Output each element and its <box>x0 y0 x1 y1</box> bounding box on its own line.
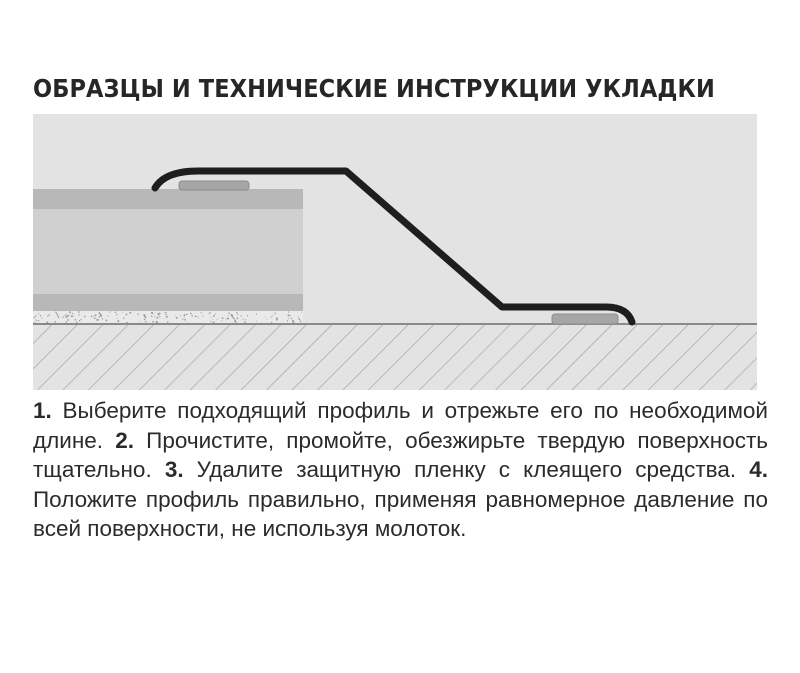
step-1-text: Выберите подходящий профиль и отрежьте его по необходимой длине. <box>33 398 768 453</box>
underlay-speckle <box>256 321 257 322</box>
underlay-speckle <box>58 317 59 318</box>
underlay-speckle <box>67 319 69 321</box>
underlay-speckle <box>140 321 141 322</box>
underlay-speckle <box>288 318 289 319</box>
underlay-speckle <box>276 319 278 321</box>
underlay-speckle <box>99 313 100 314</box>
underlay-speckle <box>126 314 128 316</box>
underlay-speckle <box>154 316 155 317</box>
installation-instructions <box>33 396 768 544</box>
underlay-speckle <box>176 317 178 319</box>
underlay-speckle <box>70 313 71 314</box>
underlay-speckle <box>40 315 41 316</box>
floor-layer-top <box>33 189 303 209</box>
underlay-speckle <box>41 317 42 318</box>
underlay-speckle <box>49 314 50 315</box>
underlay-speckle <box>157 321 158 322</box>
underlay-speckle <box>165 318 166 319</box>
floor-layer-bottom <box>33 294 303 311</box>
underlay-speckle <box>98 319 100 321</box>
underlay-speckle <box>272 315 273 316</box>
underlay-speckle <box>186 314 188 316</box>
underlay-speckle <box>144 319 146 321</box>
underlay-speckle <box>234 318 235 319</box>
underlay-speckle <box>145 321 146 322</box>
underlay-speckle <box>102 318 103 319</box>
underlay-speckle <box>38 320 39 321</box>
underlay-speckle <box>116 314 117 315</box>
underlay-speckle <box>213 315 215 317</box>
underlay-speckle <box>57 315 58 316</box>
step-1-number: 1. <box>33 398 52 423</box>
underlay-speckle <box>109 311 110 312</box>
adhesive-tape-upper <box>179 181 249 190</box>
underlay-speckle <box>190 313 192 315</box>
underlay-speckle <box>164 312 165 313</box>
underlay-speckle <box>122 312 123 313</box>
underlay-speckle <box>300 320 302 322</box>
floor-layer-body <box>33 209 303 294</box>
underlay-speckle <box>298 316 299 317</box>
underlay-speckle <box>226 318 227 319</box>
underlay-speckle <box>117 320 119 322</box>
underlay-speckle <box>156 317 158 319</box>
underlay-speckle <box>236 312 237 313</box>
subfloor-hatch <box>33 324 757 390</box>
underlay-speckle <box>68 315 69 316</box>
underlay-speckle <box>79 320 80 321</box>
underlay-speckle <box>256 313 257 314</box>
underlay-speckle <box>288 311 289 312</box>
underlay-speckle <box>144 315 146 317</box>
underlay-speckle <box>212 319 213 320</box>
underlay-speckle <box>210 321 211 322</box>
underlay-speckle <box>151 312 153 314</box>
underlay-speckle <box>100 314 102 316</box>
underlay-speckle <box>38 313 39 314</box>
underlay-speckle <box>167 321 169 323</box>
underlay-speckle <box>184 314 186 316</box>
underlay-speckle <box>73 315 74 316</box>
underlay-speckle <box>293 321 294 322</box>
installation-diagram <box>33 114 757 390</box>
underlay-speckle <box>182 319 183 320</box>
underlay-speckle <box>66 315 68 317</box>
underlay-speckle <box>227 318 229 320</box>
underlay-speckle <box>236 318 238 320</box>
underlay-speckle <box>186 322 187 323</box>
underlay-speckle <box>289 315 290 316</box>
underlay-speckle <box>33 317 34 318</box>
underlay-speckle <box>245 319 246 320</box>
underlay-speckle <box>151 315 152 316</box>
underlay-speckle <box>75 319 77 321</box>
underlay-speckle <box>234 320 236 322</box>
underlay-speckle <box>55 322 56 323</box>
underlay-speckle <box>287 320 288 321</box>
underlay-speckle <box>198 317 199 318</box>
underlay-speckle <box>137 313 139 315</box>
step-4-text: Положите профиль правильно, применяя равномерное давление по всей поверхности, не используя молоток. <box>33 486 768 542</box>
underlay-speckle <box>94 317 96 319</box>
underlay-speckle <box>243 319 244 320</box>
underlay-speckle <box>91 315 93 317</box>
underlay-speckle <box>96 320 97 321</box>
underlay-speckle <box>275 313 276 314</box>
underlay-speckle <box>191 315 193 317</box>
underlay-speckle <box>93 316 94 317</box>
underlay-speckle <box>202 316 203 317</box>
underlay-speckle <box>159 316 160 317</box>
underlay-speckle <box>180 315 181 316</box>
underlay-speckle <box>35 318 36 319</box>
underlay-speckle <box>221 320 222 321</box>
underlay-speckle <box>271 322 272 323</box>
underlay-speckle <box>240 315 241 316</box>
underlay-speckle <box>228 312 229 313</box>
underlay-speckle <box>232 317 233 318</box>
underlay-speckle <box>123 317 124 318</box>
underlay-speckle <box>266 319 267 320</box>
underlay-speckle <box>159 313 161 315</box>
step-3-number: 3. <box>164 457 184 483</box>
underlay-speckle <box>57 314 58 315</box>
underlay-speckle <box>152 321 154 323</box>
underlay-speckle <box>184 317 185 318</box>
underlay-speckle <box>78 314 79 315</box>
floor-covering <box>33 189 303 324</box>
underlay-speckle <box>195 316 197 318</box>
underlay-speckle <box>115 312 117 314</box>
page-title: ОБРАЗЦЫ И ТЕХНИЧЕСКИЕ ИНСТРУКЦИИ УКЛАДКИ <box>33 74 715 103</box>
underlay-speckle <box>65 321 67 323</box>
underlay-speckle <box>46 321 48 323</box>
underlay-speckle <box>287 314 289 316</box>
underlay-speckle <box>36 320 37 321</box>
underlay-speckle <box>175 315 176 316</box>
underlay-speckle <box>270 317 271 318</box>
underlay-speckle <box>265 316 266 317</box>
underlay-speckle <box>274 314 275 315</box>
underlay-speckle <box>197 316 198 317</box>
underlay-speckle <box>76 321 78 323</box>
underlay-speckle <box>210 312 211 313</box>
underlay-speckle <box>95 315 96 316</box>
underlay-speckle <box>117 318 118 319</box>
underlay-speckle <box>211 317 212 318</box>
step-2-text: Прочистите, промойте, обезжирьте твердую поверхность тщательно. <box>33 427 768 483</box>
underlay-speckle <box>106 319 108 321</box>
underlay-speckle <box>47 315 48 316</box>
underlay-speckle <box>166 312 167 313</box>
underlay-speckle <box>129 312 131 314</box>
underlay-speckle <box>65 314 66 315</box>
underlay-speckle <box>222 317 224 319</box>
adhesive-tape-lower <box>552 314 618 324</box>
underlay-speckle <box>216 319 217 320</box>
underlay-speckle <box>215 313 216 314</box>
underlay-speckle <box>201 312 202 313</box>
underlay-speckle <box>80 319 81 320</box>
underlay-speckle <box>291 318 292 319</box>
underlay-speckle <box>107 315 108 316</box>
underlay-speckle <box>99 316 100 317</box>
underlay-speckle <box>78 311 80 313</box>
underlay-speckle <box>71 315 73 317</box>
step-3-text: Удалите защитную пленку с клеящего средства. <box>183 457 750 483</box>
step-4-number: 4. <box>749 457 768 483</box>
underlay-speckle <box>154 313 155 314</box>
underlay-speckle <box>208 313 209 314</box>
underlay-speckle <box>72 313 73 314</box>
underlay-speckle <box>158 314 160 316</box>
underlay-speckle <box>166 316 167 317</box>
underlay-speckle <box>69 311 71 313</box>
step-2-number: 2. <box>115 427 134 453</box>
underlay-speckle <box>63 317 64 318</box>
underlay-speckle <box>299 319 300 320</box>
underlay-speckle <box>184 319 186 321</box>
underlay-speckle <box>64 315 65 316</box>
underlay-speckle <box>165 314 167 316</box>
underlay-speckle <box>301 312 302 313</box>
underlay-speckle <box>35 315 37 317</box>
underlay-speckle <box>291 317 292 318</box>
underlay-speckle <box>237 314 238 315</box>
underlay-speckle <box>218 318 219 319</box>
underlay-speckle <box>84 316 85 317</box>
underlay-speckle <box>228 315 229 316</box>
underlay-speckle <box>247 315 248 316</box>
